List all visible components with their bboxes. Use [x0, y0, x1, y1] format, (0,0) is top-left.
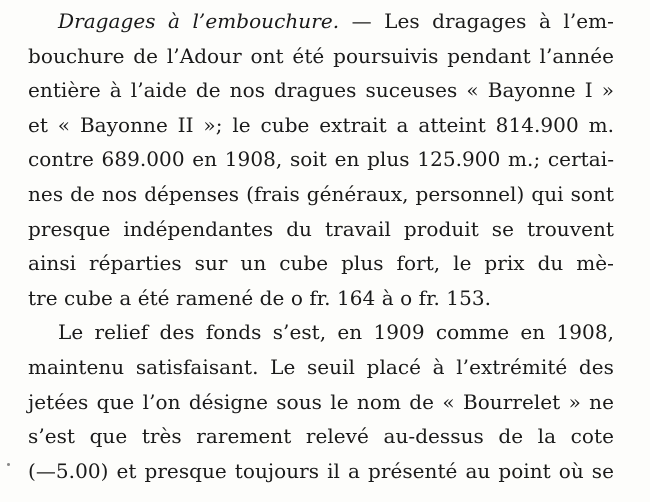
text-line: tre cube a été ramené de o fr. 164 à o fr. 153. — [28, 285, 492, 310]
text-line: presque indépendantes du travail produit se trouvent — [28, 216, 614, 241]
text-line: bouchure de l’Adour ont été poursuivis pendant l’année — [28, 43, 614, 68]
text-line: ainsi réparties sur un cube plus fort, le prix du mè- — [28, 251, 614, 276]
paragraph-dredging — [28, 4, 614, 315]
text-line: contre 689.000 en 1908, soit en plus 125.900 m.; certai- — [28, 147, 614, 172]
text-line: entière à l’aide de nos dragues suceuses « Bayonne I » — [28, 78, 614, 103]
text-line: et « Bayonne II »; le cube extrait a atteint 814.900 m. — [28, 112, 614, 137]
text-line: maintenu satisfaisant. Le seuil placé à l’extrémité des — [28, 354, 614, 379]
text-line: (—5.00) et presque toujours il a présenté au point où se — [28, 458, 614, 483]
scan-speck — [7, 463, 10, 466]
text-line: jetées que l’on désigne sous le nom de « Bourrelet » ne — [28, 389, 614, 414]
text-line: Dragages à l’embouchure. — Les dragages à l’em- — [58, 9, 614, 33]
text-line: nes de nos dépenses (frais généraux, personnel) qui sont — [28, 181, 614, 206]
text-line: s’est que très rarement relevé au-dessus de la cote — [28, 424, 614, 449]
section-heading: Dragages à l’embouchure. — [58, 9, 340, 33]
paragraph-seabed — [28, 315, 614, 488]
document-body — [28, 4, 614, 488]
text-line: Le relief des fonds s’est, en 1909 comme en 1908, — [58, 320, 614, 345]
